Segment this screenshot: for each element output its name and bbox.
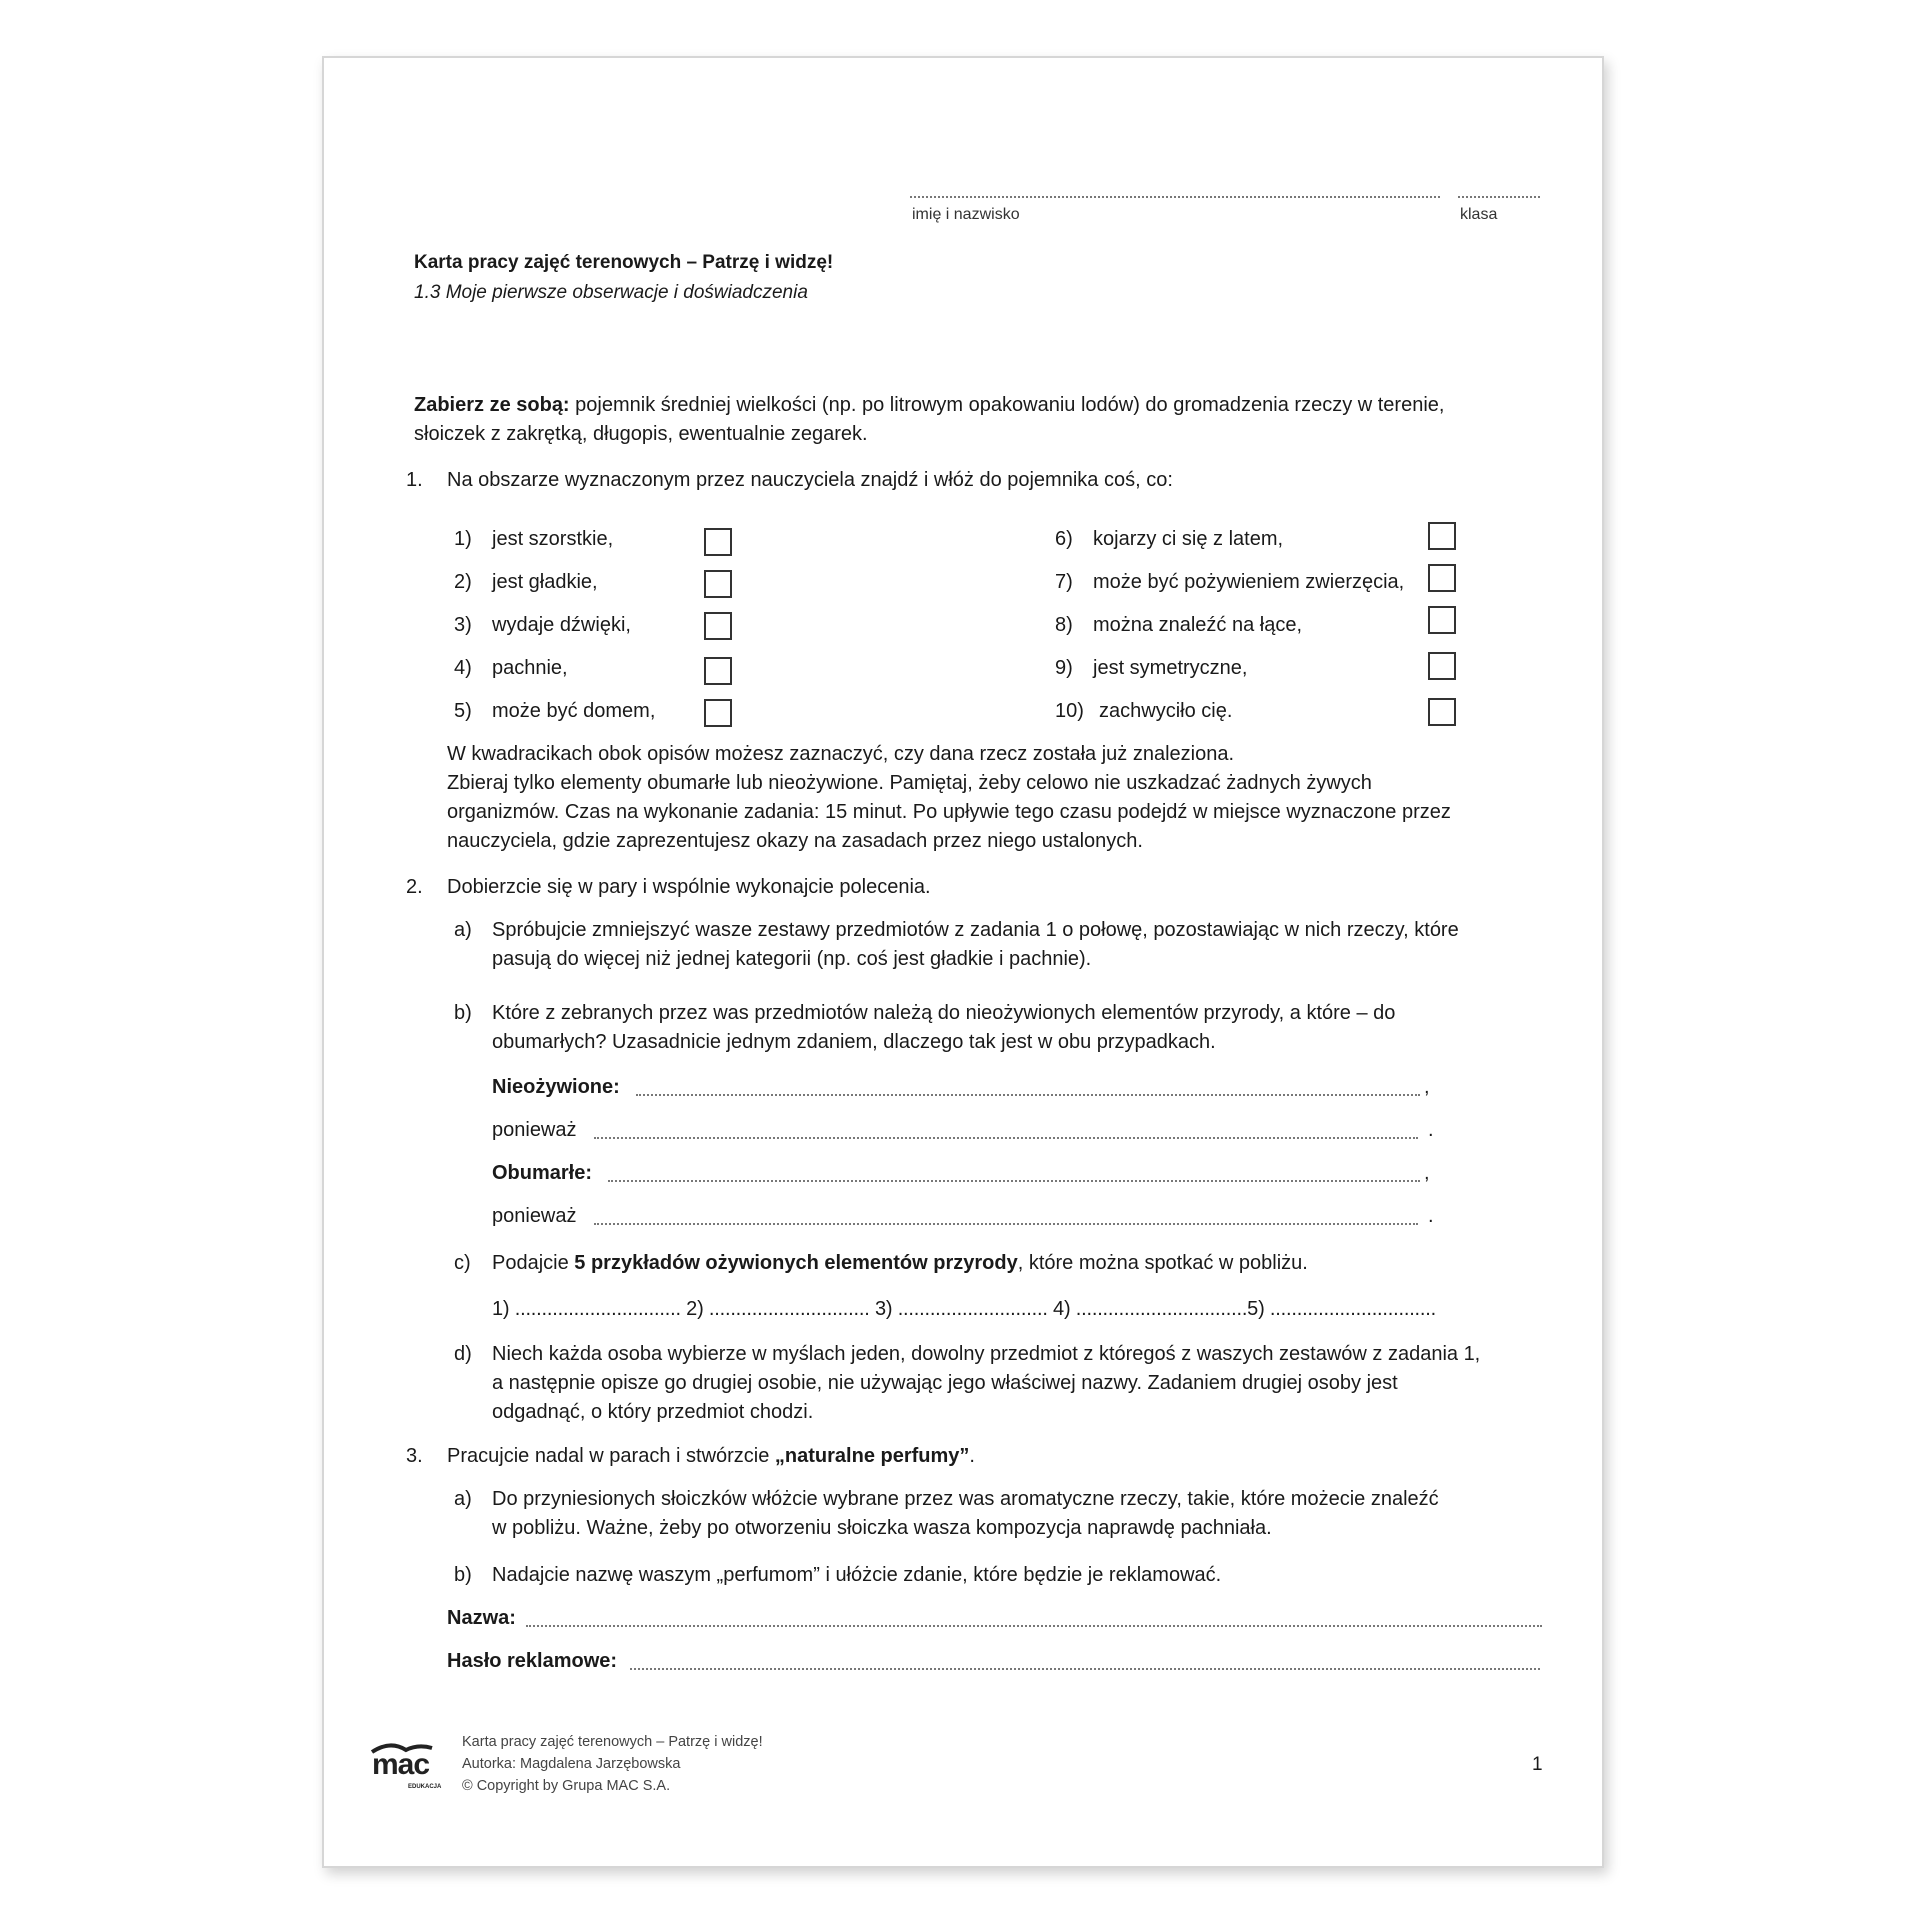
- task2c-bold: 5 przykładów ożywionych elementów przyrody: [574, 1252, 1018, 1274]
- task2c-line: [492, 1252, 1308, 1275]
- class-label: klasa: [1460, 206, 1498, 223]
- list-item-label: może być pożywieniem zwierzęcia,: [1093, 571, 1405, 593]
- list-item-label: kojarzy ci się z latem,: [1093, 528, 1284, 550]
- task3a-line-2: w pobliżu. Ważne, żeby po otworzeniu słoiczka wasza kompozycja naprawdę pachniała.: [492, 1517, 1272, 1539]
- checkbox-item-4[interactable]: [704, 657, 732, 685]
- nonliving-label: Nieożywione:: [492, 1076, 620, 1098]
- logo-text: mac: [372, 1748, 430, 1781]
- list-item-num: 5): [454, 700, 472, 722]
- name-label: imię i nazwisko: [912, 206, 1020, 223]
- task2-number: 2.: [406, 876, 423, 898]
- task2d-line-3: odgadnąć, o który przedmiot chodzi.: [492, 1401, 814, 1423]
- task3-number: 3.: [406, 1445, 423, 1467]
- slogan-line[interactable]: [630, 1668, 1540, 1670]
- footer-line-1: Karta pracy zajęć terenowych – Patrzę i widzę!: [462, 1734, 763, 1750]
- task2d-line-2: a następnie opisze go drugiej osobie, nie używając jego właściwej nazwy. Zadaniem drugiej osoby jest: [492, 1372, 1398, 1394]
- task1-text: Na obszarze wyznaczonym przez nauczyciela znajdź i włóż do pojemnika coś, co:: [447, 469, 1173, 491]
- task2c-pre: Podajcie: [492, 1252, 575, 1274]
- task1-number: 1.: [406, 469, 423, 491]
- task2c-post: , które można spotkać w pobliżu.: [1017, 1252, 1308, 1274]
- dead-answer-line[interactable]: [608, 1180, 1420, 1182]
- dead-label: Obumarłe:: [492, 1162, 593, 1184]
- checkbox-item-6[interactable]: [1428, 522, 1456, 550]
- list-item-label: może być domem,: [492, 700, 656, 722]
- because-label: ponieważ: [492, 1119, 577, 1141]
- list-item-label: pachnie,: [492, 657, 568, 679]
- intro-text-1: pojemnik średniej wielkości (np. po litrowym opakowaniu lodów) do gromadzenia rzeczy w terenie,: [569, 394, 1445, 416]
- list-item-num: 7): [1055, 571, 1073, 593]
- task1-note-2: Zbieraj tylko elementy obumarłe lub nieożywione. Pamiętaj, żeby celowo nie uszkadzać żadnych żywych: [447, 772, 1372, 794]
- checkbox-item-8[interactable]: [1428, 606, 1456, 634]
- list-item-label: jest szorstkie,: [492, 528, 614, 550]
- name-line: [910, 196, 1440, 198]
- checkbox-item-10[interactable]: [1428, 698, 1456, 726]
- task2b-line-1: Które z zebranych przez was przedmiotów należą do nieożywionych elementów przyrody, a które – do: [492, 1002, 1396, 1024]
- because-answer-line-2[interactable]: [594, 1223, 1418, 1225]
- task2d-line-1: Niech każda osoba wybierze w myślach jeden, dowolny przedmiot z któregoś z waszych zestawów z zadania 1,: [492, 1343, 1481, 1365]
- task3a-line-1: Do przyniesionych słoiczków włóżcie wybrane przez was aromatyczne rzeczy, takie, które możecie znaleźć: [492, 1488, 1439, 1510]
- worksheet-page: [322, 56, 1604, 1868]
- checkbox-item-5[interactable]: [704, 699, 732, 727]
- period-mark: .: [1428, 1119, 1434, 1141]
- intro-bold: Zabierz ze sobą:: [414, 394, 570, 416]
- list-item-num: 6): [1055, 528, 1073, 550]
- checkbox-item-2[interactable]: [704, 570, 732, 598]
- because-answer-line[interactable]: [594, 1137, 1418, 1139]
- list-item-num: 2): [454, 571, 472, 593]
- because-label-2: ponieważ: [492, 1205, 577, 1227]
- task3a-letter: a): [454, 1488, 472, 1510]
- list-item-num: 10): [1055, 700, 1084, 722]
- perfume-name-line[interactable]: [526, 1625, 1542, 1627]
- list-item-label: wydaje dźwięki,: [492, 614, 631, 636]
- task3-pre: Pracujcie nadal w parach i stwórzcie: [447, 1445, 775, 1467]
- list-item-num: 3): [454, 614, 472, 636]
- task3-bold: „naturalne perfumy”: [774, 1445, 970, 1467]
- checkbox-item-7[interactable]: [1428, 564, 1456, 592]
- comma-mark: ,: [1424, 1076, 1430, 1098]
- task1-note-1: W kwadracikach obok opisów możesz zaznaczyć, czy dana rzecz została już znaleziona.: [447, 743, 1235, 765]
- logo-subtext: EDUKACJA: [408, 1784, 442, 1790]
- list-item-num: 1): [454, 528, 472, 550]
- task2a-line-2: pasują do więcej niż jednej kategorii (np. coś jest gładkie i pachnie).: [492, 948, 1092, 970]
- task2b-letter: b): [454, 1002, 472, 1024]
- mac-logo: [370, 1738, 442, 1796]
- page-number: 1: [1532, 1754, 1543, 1775]
- perfume-name-label: Nazwa:: [447, 1607, 516, 1629]
- intro-line-1: [414, 394, 1444, 417]
- page-title: Karta pracy zajęć terenowych – Patrzę i widzę!: [414, 252, 834, 273]
- task3-post: .: [969, 1445, 975, 1467]
- list-item-label: jest symetryczne,: [1093, 657, 1248, 679]
- list-item-num: 8): [1055, 614, 1073, 636]
- task2d-letter: d): [454, 1343, 472, 1365]
- task2a-line-1: Spróbujcie zmniejszyć wasze zestawy przedmiotów z zadania 1 o połowę, pozostawiając w nich rzeczy, które: [492, 919, 1459, 941]
- checkbox-item-1[interactable]: [704, 528, 732, 556]
- checkbox-item-9[interactable]: [1428, 652, 1456, 680]
- list-item-num: 4): [454, 657, 472, 679]
- class-line: [1458, 196, 1540, 198]
- task1-note-3: organizmów. Czas na wykonanie zadania: 15 minut. Po upływie tego czasu podejdź w miejsce wyznaczone przez: [447, 801, 1451, 823]
- comma-mark: ,: [1424, 1162, 1430, 1184]
- checkbox-item-3[interactable]: [704, 612, 732, 640]
- list-item-label: jest gładkie,: [492, 571, 598, 593]
- task2-text: Dobierzcie się w pary i wspólnie wykonajcie polecenia.: [447, 876, 931, 898]
- task1-note-4: nauczyciela, gdzie zaprezentujesz okazy na zasadach przez niego ustalonych.: [447, 830, 1143, 852]
- task2c-answers[interactable]: 1) ............................... 2) .............................. 3) ............................ 4) ................................5) ...............................: [492, 1298, 1436, 1320]
- period-mark: .: [1428, 1205, 1434, 1227]
- list-item-label: można znaleźć na łące,: [1093, 614, 1303, 636]
- footer-line-2: Autorka: Magdalena Jarzębowska: [462, 1756, 681, 1772]
- task3b-line-1: Nadajcie nazwę waszym „perfumom” i ułóżcie zdanie, które będzie je reklamować.: [492, 1564, 1222, 1586]
- page-subtitle: 1.3 Moje pierwsze obserwacje i doświadczenia: [414, 282, 808, 303]
- task3-text: [447, 1445, 975, 1468]
- task2a-letter: a): [454, 919, 472, 941]
- task2b-line-2: obumarłych? Uzasadnicie jednym zdaniem, dlaczego tak jest w obu przypadkach.: [492, 1031, 1216, 1053]
- list-item-label: zachwyciło cię.: [1099, 700, 1233, 722]
- footer-line-3: © Copyright by Grupa MAC S.A.: [462, 1778, 671, 1794]
- intro-line-2: słoiczek z zakrętką, długopis, ewentualnie zegarek.: [414, 423, 868, 445]
- task2c-letter: c): [454, 1252, 471, 1274]
- task3b-letter: b): [454, 1564, 472, 1586]
- list-item-num: 9): [1055, 657, 1073, 679]
- nonliving-answer-line[interactable]: [636, 1094, 1420, 1096]
- slogan-label: Hasło reklamowe:: [447, 1650, 618, 1672]
